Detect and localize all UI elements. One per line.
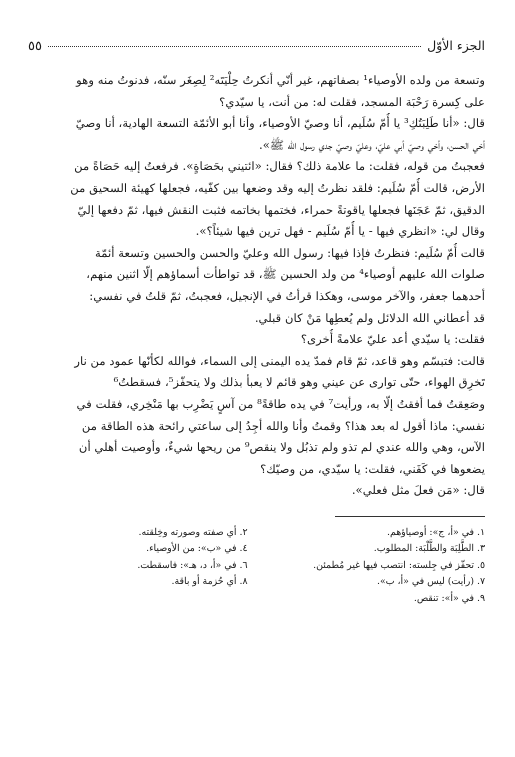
footnote: ٦. في «أ، د، هـ»: فاسقطت. <box>137 559 248 571</box>
body-text <box>28 70 485 502</box>
text-line: قال: «أنا طَلِبَتُكِ³ يا أُمّ سُلَيم، أنا وصيّ الأوصياء، وأنا أبو الأئمّة التسعة الهادية، أنا وصيّ <box>75 116 485 131</box>
footnote: ٤. في «ب»: من الأوصياء. <box>146 543 248 555</box>
footnote: ٣. الطَّلِبَة والطَّلْبَة: المطلوب. <box>373 543 485 555</box>
volume-title: الجزء الأوّل <box>427 38 485 53</box>
text-line: على كِسرة رَحْبَة المسجد، فقلت له: من أنت، يا سيّدي؟ <box>219 94 485 109</box>
text-line: تَخرِق الهواء، حتّى توارى عن عيني وهو قائم لا يعبأ بذلك ولا يتحفّز⁵، فسقطتُ⁶ <box>113 375 485 390</box>
text-line: الأرض، قالت أُمّ سُلَيم: فلقد نظرتُ إليه وقد وضعها بين كفّيه، فجعلها كهيئة السحيق من <box>70 180 485 195</box>
text-line: قد أعطاني الله الدلائل ولم يُعطِها مَنْ كان قبلي. <box>254 310 485 325</box>
text-line: وتسعة من ولده الأوصياء¹ بصفاتهم، غير أنّي أنكرتُ حِلْيَتَه² لِصِغَر سنّه، فدنوتُ منه وهو <box>76 73 485 87</box>
text-line: صلوات الله عليهم أوصياء⁴ من ولد الحسين ﷺ، قد تواطأت أسماؤهم إلّا اثنين منهم، <box>86 267 485 282</box>
footnote: ٨. أي حُزمة أو باقة. <box>171 576 248 588</box>
footnote: ٩. في «أ»: تنقص. <box>413 592 485 604</box>
footnotes <box>28 525 485 608</box>
header-leader-dots <box>48 46 421 47</box>
footnote: ١. في «أ، ج»: أوصياؤهم. <box>386 526 485 538</box>
text-line: فقلت: يا سيّدي أعد عليّ علامةً أُخرى؟ <box>300 332 485 347</box>
footnote: ٧. (رأيت) ليس في «أ، ب». <box>376 576 485 588</box>
text-line: أحدهما جعفر، والآخر موسى، وهكذا قرأتُ في الإنجيل، فعجبتُ، ثمّ قلتُ في نفسي: <box>89 288 485 303</box>
page-number: ٥٥ <box>28 39 42 54</box>
text-line: قال: «مَن فعلَ مثل فعلي». <box>351 483 485 498</box>
text-line: قالت: فتبسّم وهو قاعد، ثمّ قام فمدّ يده اليمنى إلى السماء، فوالله لكأنّها عمود من نار <box>74 353 485 368</box>
footnote: ٥. تحفّز في جِلسته: انتصب فيها غير مُطمئن. <box>313 559 485 571</box>
footnote-separator <box>335 516 485 517</box>
text-line: يضعوها في كَفَني، فقلت: يا سيّدي، من وصيّك؟ <box>260 461 485 476</box>
text-line: فعجبتُ من قوله، فقلت: ما علامة ذلك؟ فقال: «ائتيني بحَصَاةٍ». فرفعتُ إليه حَصَاةً من <box>74 159 485 174</box>
footnote: ٢. أي صفته وصورته وخِلقته. <box>138 526 248 538</box>
text-line: نفسي: ماذا أقول له بعد هذا؟ وقمتُ وأنا والله أجِدُ إلى ساعتي رائحة هذه الطاقة من <box>81 418 485 433</box>
text-line: أخي الحسن، وأخي وصيّ أبي عليّ، وعليّ وصيّ جدي رسول الله ﷺ». <box>258 137 485 152</box>
text-line: قالت أُمّ سُلَيم: فنظرتُ فإذا فيها: رسول الله وعليّ والحسن والحسين وتسعة أئمّة <box>95 245 485 260</box>
text-line: وقال لي: «انظري فيها - يا أُمّ سُلَيم - فهل ترين فيها شيئاً؟». <box>195 224 485 239</box>
text-line: الآس، وهي والله عندي لم تذو ولم تذبُل ولا ينقص⁹ من ريحها شيءٌ، وأوصيت أهلي أن <box>78 440 485 455</box>
text-line: وصَعِقتُ فما أفقتُ إلّا به، ورأيت⁷ في يده طاقةً⁸ من آسٍ يَضْرِب بها مَنْخِري، فقلت في <box>76 396 485 411</box>
footnotes-right-column <box>266 525 486 608</box>
footnotes-left-column <box>28 525 248 608</box>
running-header <box>28 38 485 56</box>
text-line: الدقيق، ثمّ عَجَنَها فجعلها ياقوتةً حمراء، فختمها بخاتمه فثبت النقش فيها، ثمّ دفعها إليّ <box>77 202 485 217</box>
